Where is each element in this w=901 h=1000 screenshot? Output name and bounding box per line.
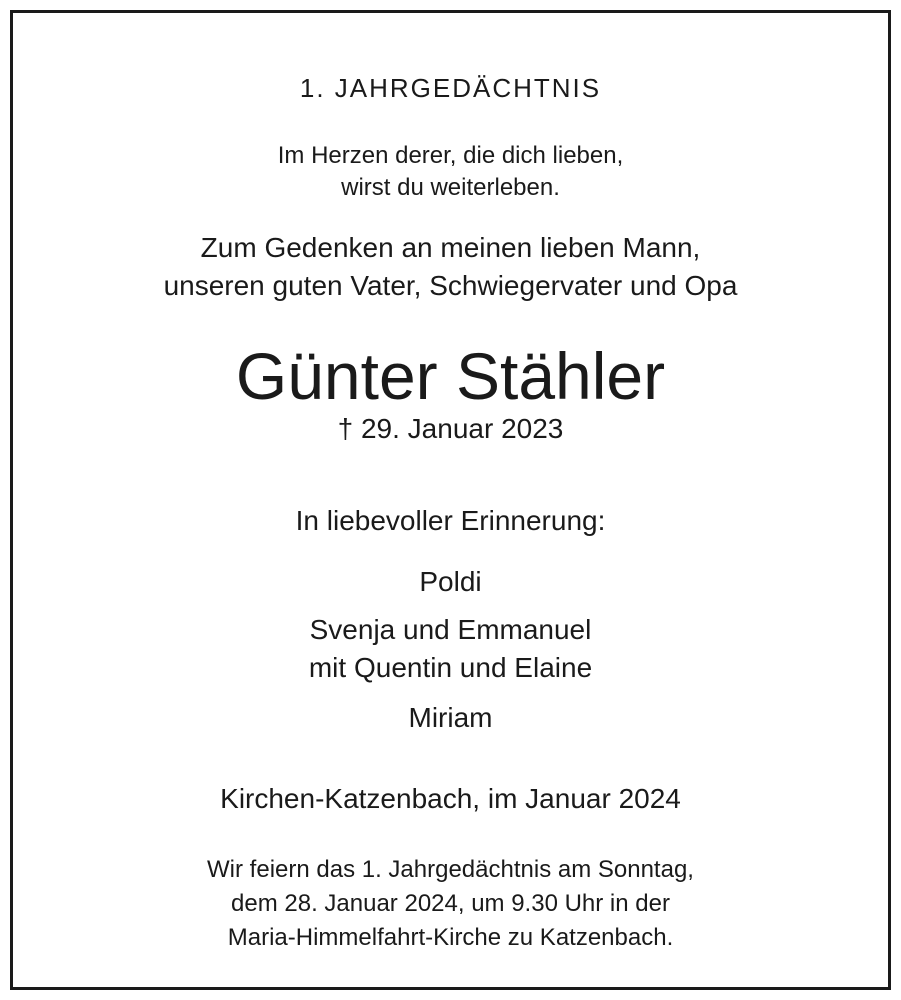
intro-text — [13, 229, 888, 305]
intro-line: Zum Gedenken an meinen lieben Mann, — [200, 232, 701, 263]
mourner-name: Miriam — [408, 702, 493, 733]
notice-heading: 1. JAHRGEDÄCHTNIS — [299, 73, 602, 103]
mourner-family — [13, 611, 888, 687]
intro-line: unseren guten Vater, Schwiegervater und Opa — [163, 270, 738, 301]
motto-line: wirst du weiterleben. — [341, 174, 560, 201]
place-date: Kirchen-Katzenbach, im Januar 2024 — [220, 783, 681, 814]
service-info — [13, 853, 888, 955]
motto-line: Im Herzen derer, die dich lieben, — [277, 142, 624, 169]
mourner-name: Poldi — [419, 566, 482, 597]
mourner-name: mit Quentin und Elaine — [308, 652, 593, 683]
deceased-name: Günter Stähler — [235, 339, 666, 413]
death-date: † 29. Januar 2023 — [337, 413, 564, 444]
service-line: Maria-Himmelfahrt-Kirche zu Katzenbach. — [227, 924, 674, 951]
mourner-name: Svenja und Emmanuel — [309, 614, 592, 645]
service-line: Wir feiern das 1. Jahrgedächtnis am Sonntag, — [207, 856, 694, 883]
motto — [13, 140, 888, 204]
service-line: dem 28. Januar 2024, um 9.30 Uhr in der — [231, 890, 670, 917]
memory-line: In liebevoller Erinnerung: — [295, 505, 606, 536]
notice-frame — [10, 10, 891, 990]
